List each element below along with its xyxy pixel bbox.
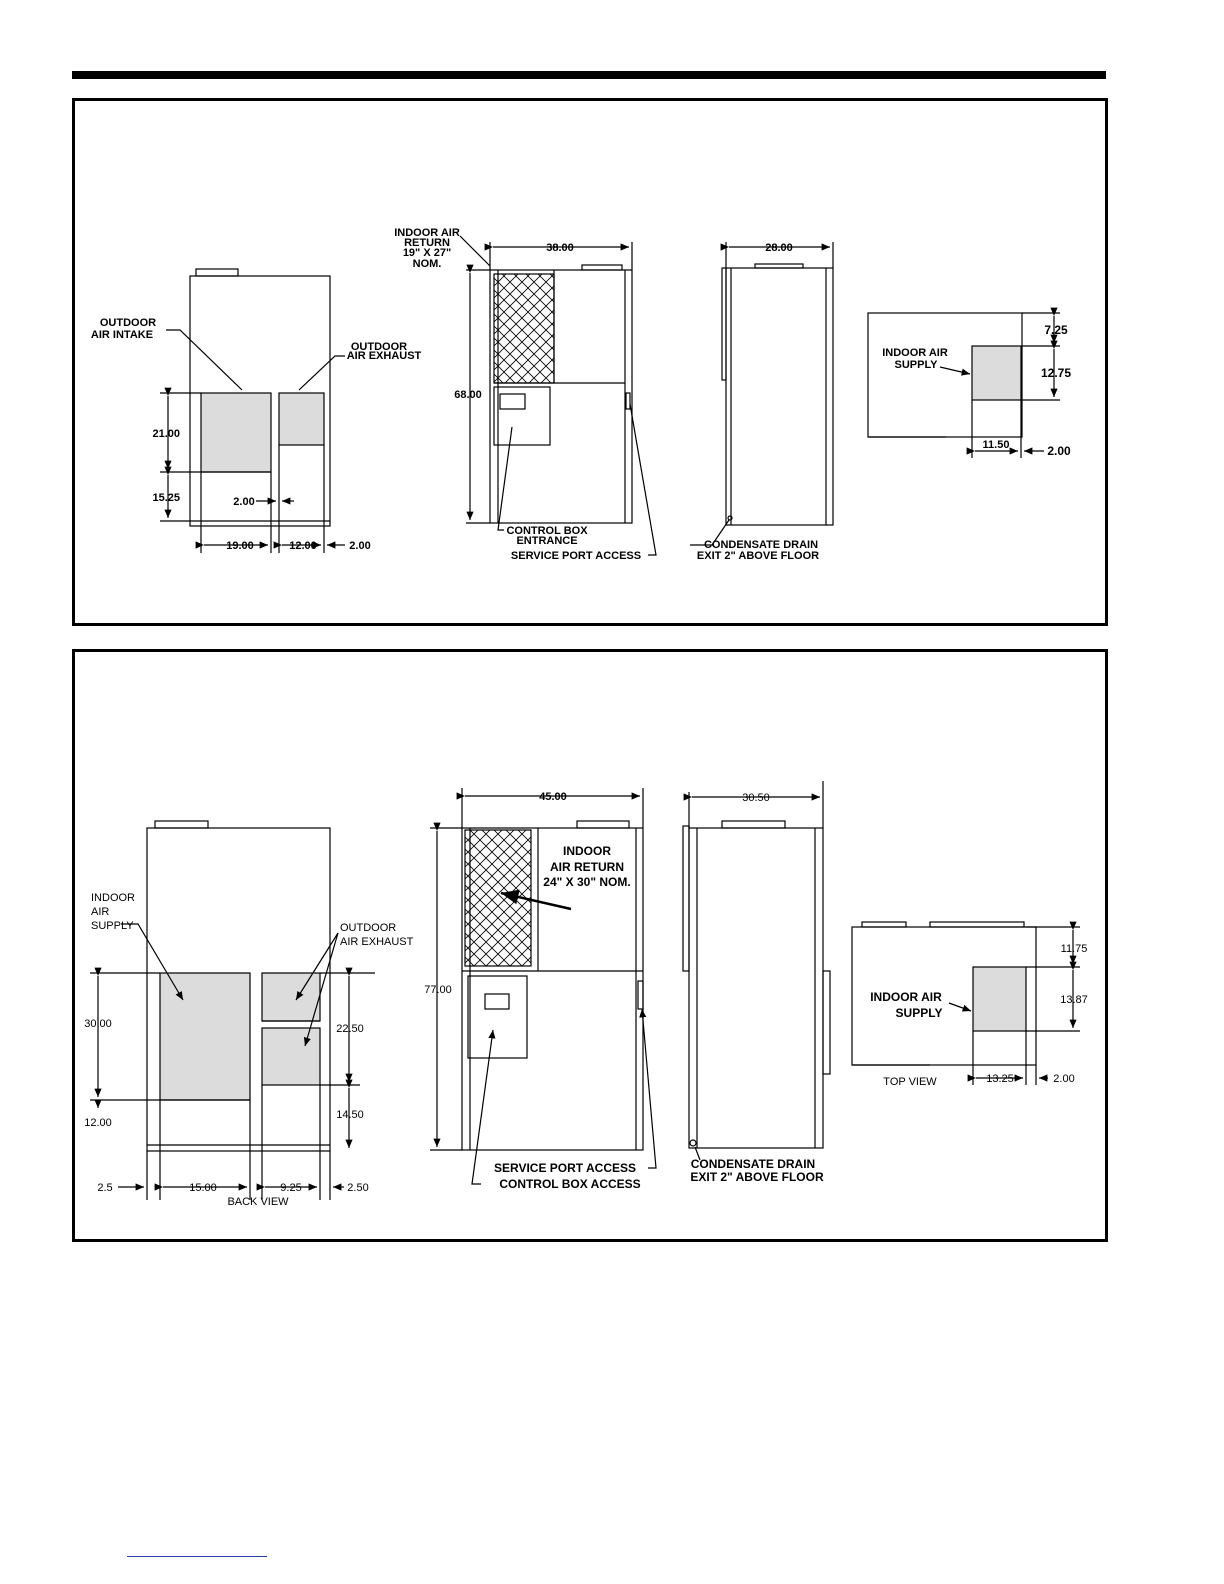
d1-dim-12: 12.00 [289, 540, 317, 552]
d2-dim-15: 15.00 [189, 1182, 217, 1194]
d2-front-width: 45.00 [539, 791, 567, 803]
d1-dim-21: 21.00 [152, 428, 180, 440]
d1-service-port-label: SERVICE PORT ACCESS [510, 550, 642, 562]
d1-outdoor-exhaust-label-1: OUTDOOR [350, 341, 408, 353]
d1-outdoor-exhaust-opening [279, 393, 324, 445]
d2-return-label-3: 24" X 30" NOM. [543, 875, 631, 889]
d2-dim-2250: 22.50 [336, 1023, 364, 1035]
d2-back-view [90, 821, 375, 1200]
d1-outdoor-intake-label-1: OUTDOOR [99, 317, 157, 329]
d2-top-supply-opening [973, 967, 1026, 1031]
d1-outdoor-intake-opening [201, 393, 271, 472]
d2-outdoor-exhaust-label-2: AIR EXHAUST [340, 936, 414, 948]
d1-side-width: 28.00 [765, 242, 793, 254]
d2-condensate-label-2: EXIT 2" ABOVE FLOOR [690, 1170, 824, 1184]
d1-condensate-label-2: EXIT 2" ABOVE FLOOR [696, 550, 820, 562]
d1-supply-label-1: INDOOR AIR [882, 347, 948, 359]
d2-exhaust-opening-lower [262, 1028, 320, 1085]
d1-return-label-2: RETURN [404, 237, 450, 249]
d1-outdoor-intake-label-2: AIR INTAKE [90, 329, 154, 341]
d1-return-label-1: INDOOR AIR [394, 227, 460, 239]
footer-link-underline[interactable] [127, 1556, 267, 1557]
d1-dim-725: 7.25 [1044, 323, 1068, 337]
d2-front-height: 77.00 [424, 984, 452, 996]
d1-control-box [494, 387, 550, 445]
d2-service-port-label: SERVICE PORT ACCESS [493, 1161, 637, 1175]
d2-indoor-supply-label-1: INDOOR [91, 892, 135, 904]
d1-top-view [868, 313, 1060, 458]
d2-condensate-label-1: CONDENSATE DRAIN [690, 1157, 816, 1171]
d2-side-width: 30.50 [742, 792, 770, 804]
d2-dim-1387: 13.87 [1060, 994, 1088, 1006]
d2-dim-925: 9.25 [280, 1182, 302, 1194]
d2-dim-1325: 13.25 [986, 1073, 1014, 1085]
d1-condensate-label-1: CONDENSATE DRAIN [703, 539, 819, 551]
d1-supply-label-2: SUPPLY [894, 359, 938, 371]
d2-supply-label-2: SUPPLY [895, 1006, 943, 1020]
d2-top-view-caption: TOP VIEW [883, 1076, 937, 1088]
d2-dim-1175: 11.75 [1060, 943, 1088, 955]
d1-control-box-label-2: ENTRANCE [516, 535, 578, 547]
d1-return-label-4: NOM. [412, 258, 442, 270]
d2-supply-label-1: INDOOR AIR [870, 990, 942, 1004]
d2-dim-250: 2.50 [347, 1182, 369, 1194]
d2-indoor-supply-label-3: SUPPLY [91, 920, 134, 932]
d2-return-label-1: INDOOR [563, 844, 611, 858]
d1-front-height: 68.00 [454, 389, 482, 401]
d1-back-view [160, 269, 345, 553]
d2-dim-12: 12.00 [84, 1117, 112, 1129]
d1-outdoor-exhaust-label-2: AIR EXHAUST [346, 350, 422, 362]
d2-side-view [683, 781, 830, 1160]
d1-dim-1525: 15.25 [152, 492, 180, 504]
d1-dim-2-top: 2.00 [1047, 444, 1071, 458]
d1-control-box-label-1: CONTROL BOX [506, 525, 588, 537]
d2-return-label-2: AIR RETURN [550, 860, 624, 874]
d2-dim-1450: 14.50 [336, 1109, 364, 1121]
d2-control-box [468, 976, 527, 1058]
d2-control-box-label: CONTROL BOX ACCESS [499, 1177, 641, 1191]
d1-dim-19: 19.00 [226, 540, 254, 552]
d1-dim-1150: 11.50 [982, 439, 1010, 451]
d2-dim-2-top: 2.00 [1053, 1073, 1075, 1085]
d1-return-label-3: 19" X 27" [402, 247, 452, 259]
d2-outdoor-exhaust-label-1: OUTDOOR [340, 922, 397, 934]
d1-front-view [460, 236, 656, 555]
d1-top-supply-opening [972, 346, 1021, 400]
d1-dim-2-right: 2.00 [349, 540, 371, 552]
d2-front-view [430, 788, 656, 1184]
d2-exhaust-opening-upper [262, 973, 320, 1021]
d1-front-width: 38.00 [546, 242, 574, 254]
d1-return-filter [494, 274, 554, 383]
d2-dim-25: 2.5 [97, 1182, 113, 1194]
d2-indoor-supply-label-2: AIR [91, 906, 110, 918]
d1-side-view [690, 242, 833, 545]
d2-dim-30: 30.00 [84, 1018, 112, 1030]
d1-dim-1275: 12.75 [1040, 366, 1072, 380]
d2-back-view-caption: BACK VIEW [227, 1196, 289, 1208]
d2-indoor-supply-opening [160, 973, 250, 1100]
d1-dim-2-mid: 2.00 [233, 496, 255, 508]
